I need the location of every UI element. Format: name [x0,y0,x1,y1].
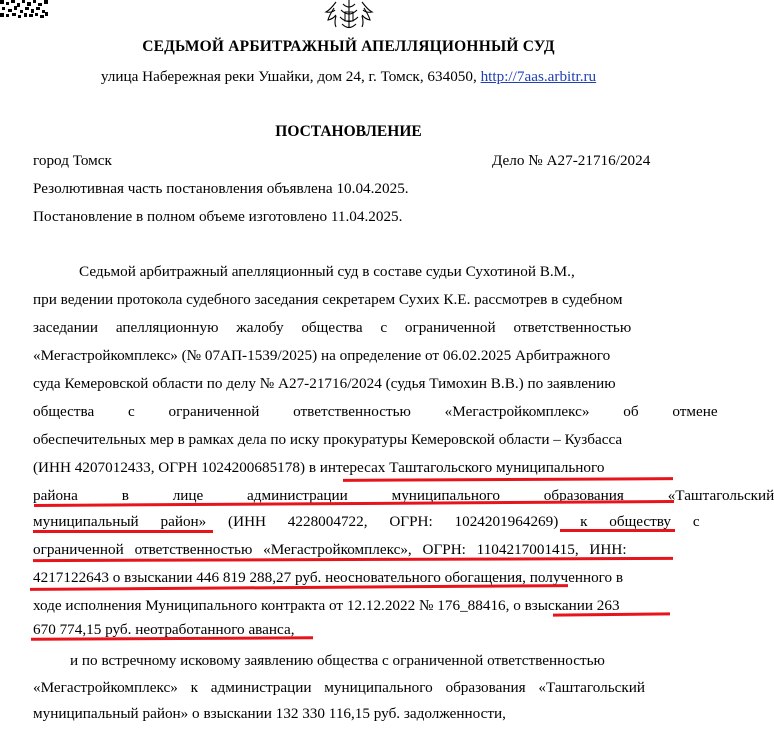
document-title: ПОСТАНОВЛЕНИЕ [275,123,422,140]
case-number: Дело № А27-21716/2024 [492,152,651,169]
address-text: улица Набережная реки Ушайки, дом 24, г. Томск, 634050, [100,68,477,85]
body-line: 4217122643 о взыскании 446 819 288,27 руб. неосновательного обогащения, полученного в [33,569,624,586]
court-website-link[interactable]: http://7aas.arbitr.ru [480,68,597,85]
body-line: заседании апелляционную жалобу общества с ограниченной ответственностью [33,319,632,336]
body-line: и по встречному исковому заявлению общества с ограниченной ответственностью [70,652,605,669]
russian-coat-of-arms-icon [322,0,376,32]
body-line: муниципальный район» (ИНН 4228004722, ОГРН: 1024201964269) к обществу с [33,513,700,530]
court-address [0,68,697,86]
red-underline-mark [343,477,673,482]
city-name: город Томск [33,152,112,169]
red-underline-mark [553,612,670,616]
body-line: «Мегастройкомплекс» к администрации муниципального образования «Таштагольский [33,679,646,696]
resolutive-date-line: Резолютивная часть постановления объявлена 10.04.2025. [33,180,409,197]
red-underline-mark [31,636,313,640]
body-line: района в лице администрации муниципального образования «Таштагольский [33,487,774,504]
body-line: ограниченной ответственностью «Мегастройкомплекс», ОГРН: 1104217001415, ИНН: [33,541,627,558]
court-name: СЕДЬМОЙ АРБИТРАЖНЫЙ АПЕЛЛЯЦИОННЫЙ СУД [142,38,555,55]
full-text-date-line: Постановление в полном объеме изготовлено 11.04.2025. [33,208,403,225]
red-underline-mark [33,530,213,533]
body-line: суда Кемеровской области по делу № А27-21716/2024 (судья Тимохин В.В.) по заявлению [33,375,616,392]
body-line: муниципальный район» о взыскании 132 330 116,15 руб. задолженности, [33,705,506,722]
red-underline-mark [560,529,675,532]
qr-code-icon [0,0,48,18]
body-line: ходе исполнения Муниципального контракта от 12.12.2022 № 176_88416, о взыскании 263 [33,597,620,614]
body-line: Седьмой арбитражный апелляционный суд в составе судьи Сухотиной В.М., [79,263,575,280]
body-line: «Мегастройкомплекс» (№ 07АП-1539/2025) на определение от 06.02.2025 Арбитражного [33,347,611,364]
body-line: при ведении протокола судебного заседания секретарем Сухих К.Е. рассмотрев в судебном [33,291,623,308]
body-line: обеспечительных мер в рамках дела по иску прокуратуры Кемеровской области – Кузбасса [33,431,623,448]
body-line: 670 774,15 руб. неотработанного аванса, [33,621,295,638]
body-line: (ИНН 4207012433, ОГРН 1024200685178) в интересах Таштагольского муниципального [33,459,605,476]
body-line: общества с ограниченной ответственностью «Мегастройкомплекс» об отмене [33,403,718,420]
